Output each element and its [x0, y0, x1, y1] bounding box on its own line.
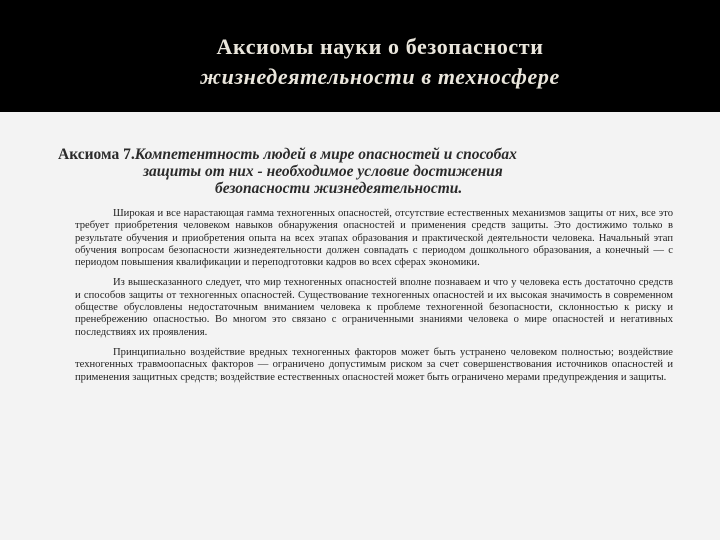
slide-title-line1: Аксиомы науки о безопасности — [216, 34, 544, 59]
slide-title-line2: жизнедеятельности в техносфере — [200, 64, 560, 89]
axiom-text-line1: Компетентность людей в мире опасностей и способах — [134, 146, 517, 163]
slide-content — [0, 112, 720, 540]
axiom-line1 — [0, 146, 720, 163]
axiom-number: Аксиома 7. — [58, 146, 135, 163]
slide-title — [0, 32, 720, 92]
title-banner — [0, 0, 720, 112]
body-text — [75, 208, 673, 392]
axiom-line3: безопасности жизнедеятельности. — [215, 180, 463, 197]
paragraph: Широкая и все нарастающая гамма техногенных опасностей, отсутствие естественных механизмов защиты от них, все это требует приобретения человеком навыков обнаружения опасностей и применения средств защиты. Это достижимо только в результате обучения и приобретения опыта на всех этапах образования и практической деятельности человека. Начальный этап обучения вопросам безопасности жизнедеятельности должен совпадать с периодом дошкольного образования, а конечный — с периодом повышения квалификации и переподготовки кадров во всех сферах экономики. — [75, 208, 673, 269]
axiom-line2: защиты от них - необходимое условие достижения — [143, 163, 503, 180]
paragraph: Из вышесказанного следует, что мир техногенных опасностей вполне познаваем и что у человека есть достаточно средств и способов защиты от техногенных опасностей. Существование техногенных опасностей и их высокая значимость в современном обществе обусловлены недостаточным вниманием человека к проблеме техногенной безопасности, склонностью к риску и пренебрежению опасностью. Во многом это связано с ограниченными знаниями человека о мире опасностей и негативных последствиях их проявления. — [75, 277, 673, 338]
paragraph: Принципиально воздействие вредных техногенных факторов может быть устранено человеком полностью; воздействие техногенных травмоопасных факторов — ограничено допустимым риском за счет совершенствования источников опасностей и применения защитных средств; воздействие естественных опасностей может быть ограничено мерами предупреждения и защиты. — [75, 346, 673, 383]
axiom-statement — [0, 146, 720, 197]
